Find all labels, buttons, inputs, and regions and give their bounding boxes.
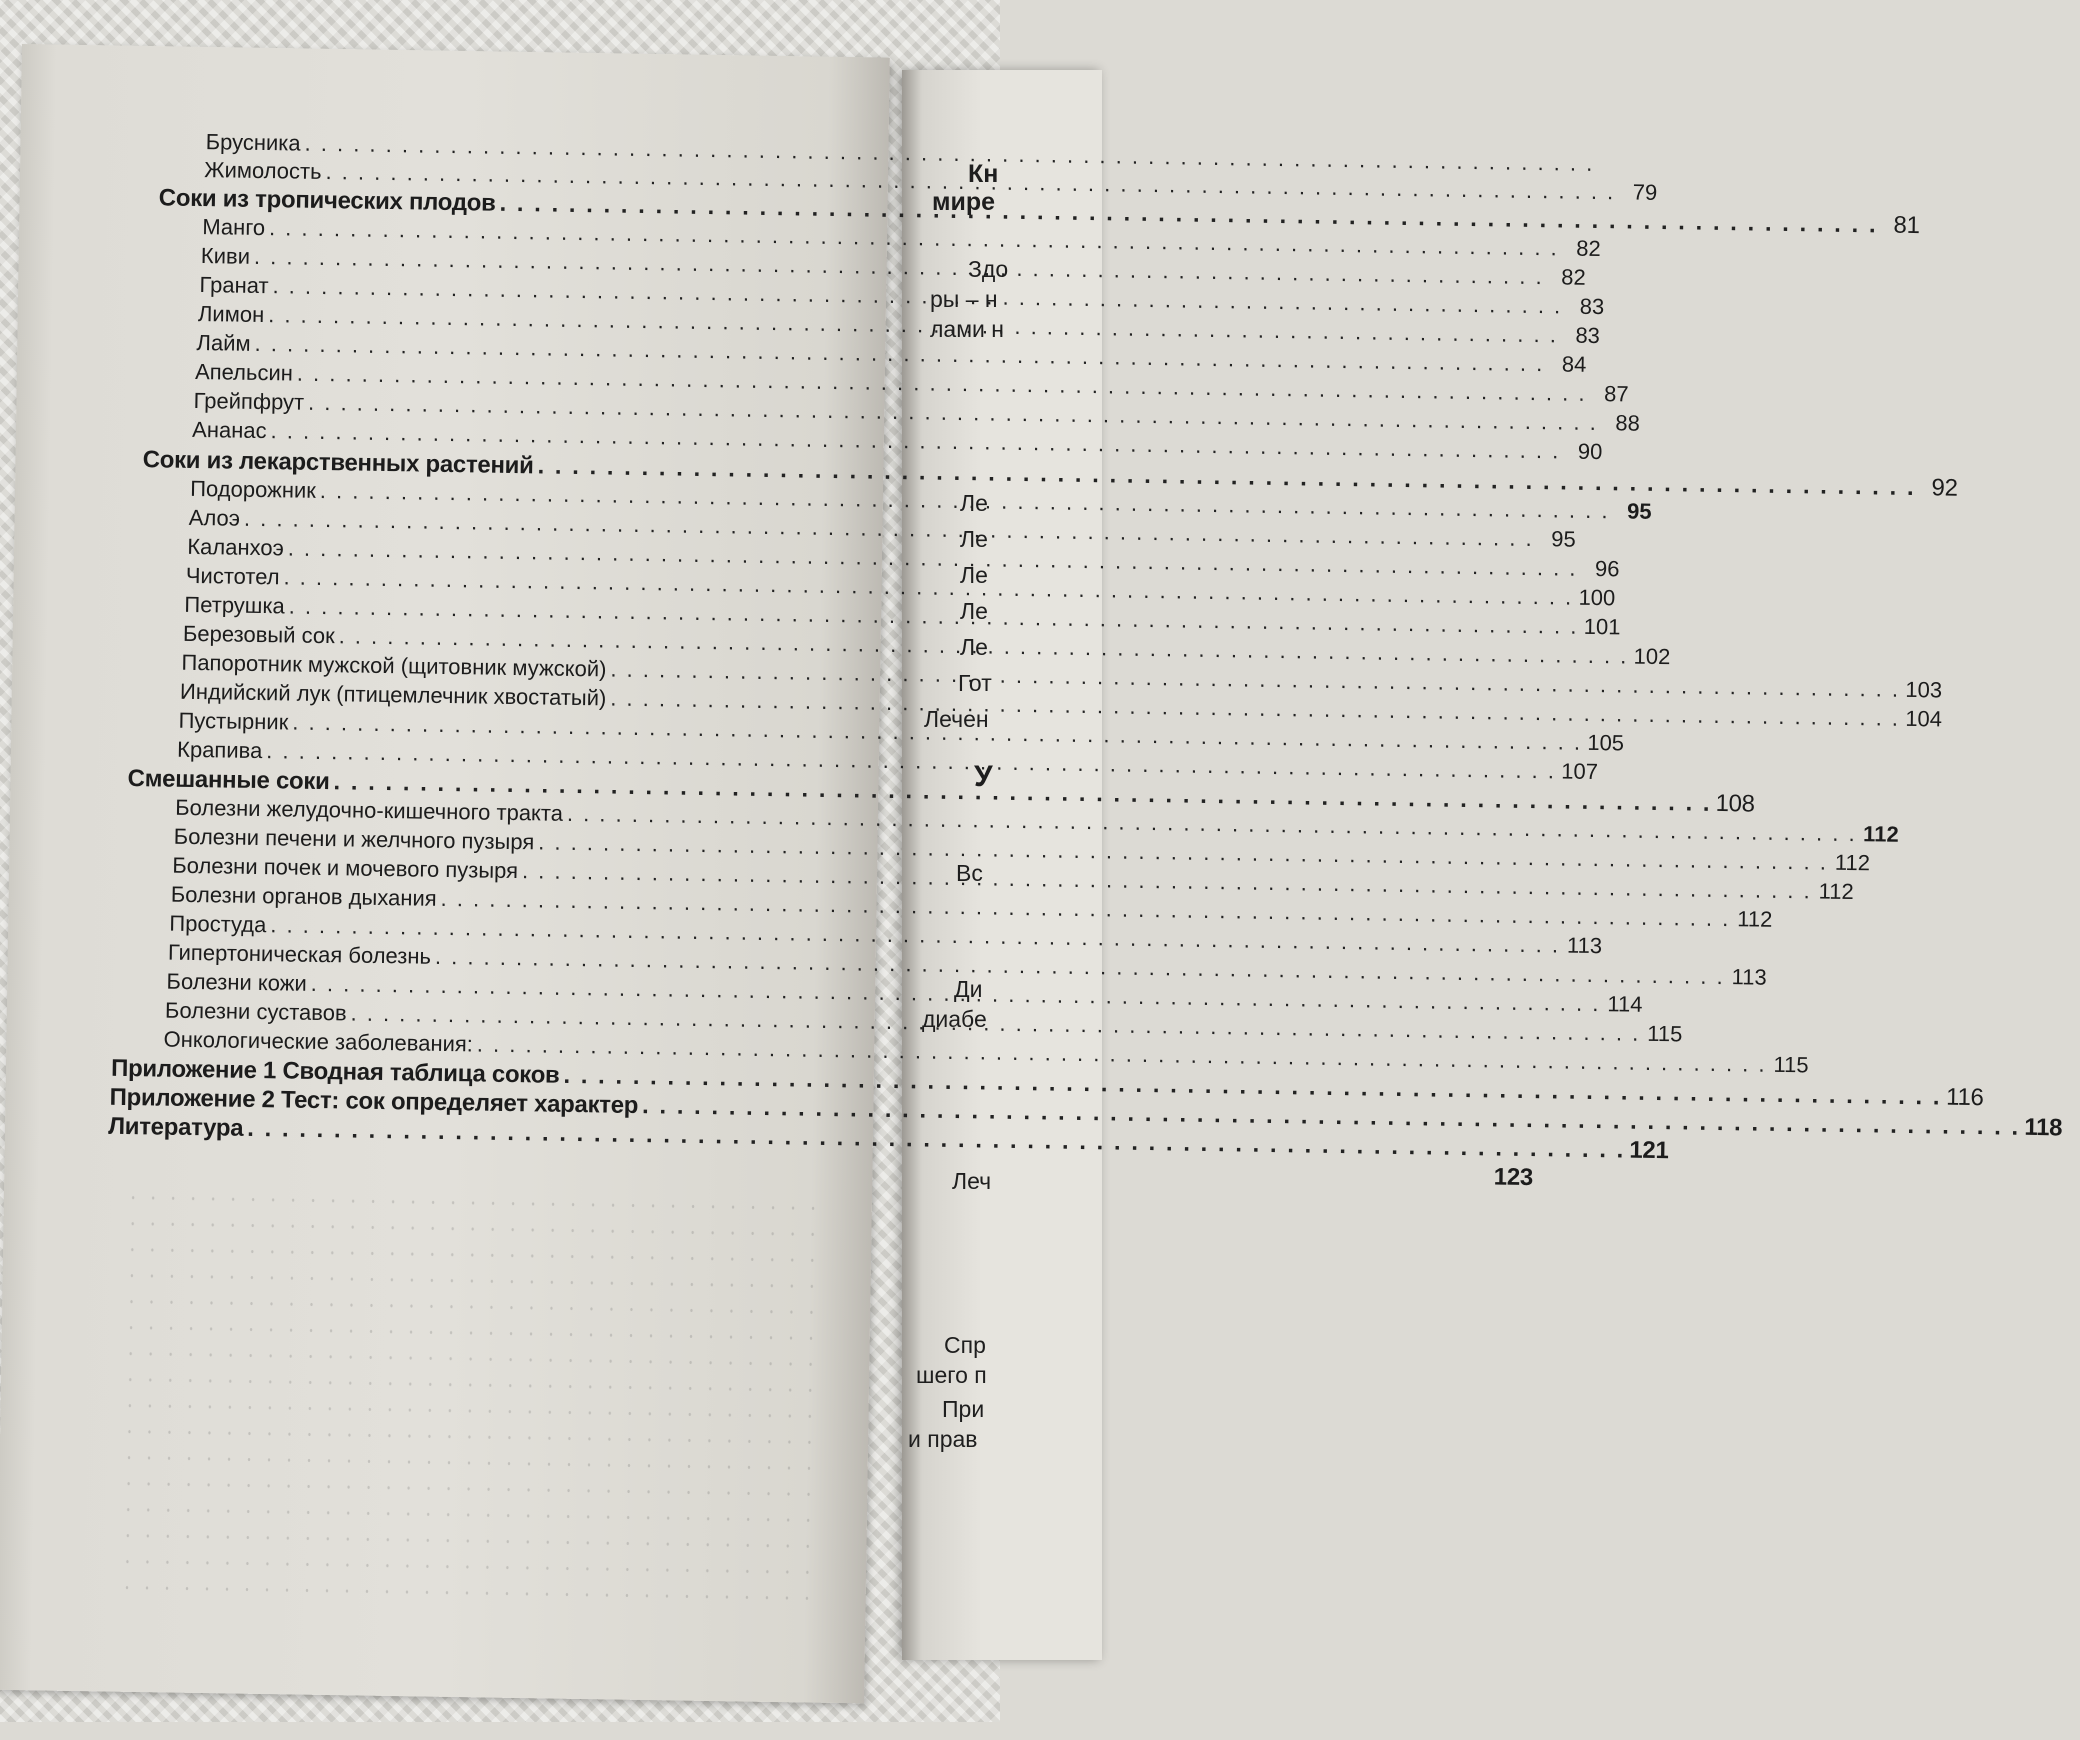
toc-entry-title: Брусника (205, 129, 301, 156)
toc-entry-title: Гранат (199, 272, 269, 299)
toc-entry-page: 113 (1731, 964, 1767, 990)
toc-entry-page: 104 (1905, 705, 1943, 732)
toc-entry-page: 105 (1587, 729, 1625, 756)
toc-entry-title: Грейпфрут (193, 387, 305, 415)
toc-entry-title: Болезни желудочно-кишечного тракта (175, 794, 564, 826)
toc-entry-title: Индийский лук (птицемлечник хвостатый) (179, 678, 607, 711)
right-page-fragment: шего п (916, 1362, 987, 1388)
toc-entry-title: Онкологические заболевания: (163, 1026, 474, 1057)
right-page-fragment: Спр (944, 1332, 986, 1358)
toc-entry-title: Манго (202, 214, 266, 241)
toc-entry-page: 82 (1576, 235, 1601, 262)
toc-entry-title: Крапива (176, 736, 263, 764)
toc-entry-page: 88 (1615, 410, 1641, 436)
right-page-fragment: Ле (960, 562, 988, 588)
toc-entry-page: 115 (1773, 1051, 1809, 1078)
toc-entry-page: 84 (1561, 351, 1587, 377)
toc-section-page: 108 (1715, 789, 1755, 818)
toc-section-page: 121 (1629, 1136, 1669, 1165)
right-page-fragment: При (942, 1396, 985, 1422)
toc-entry-title: Петрушка (184, 591, 285, 619)
right-page-fragment: Вс (956, 860, 983, 886)
toc-entry-title: Лайм (196, 329, 251, 356)
right-page-fragment: Здо (968, 256, 1009, 282)
toc-entry-page: 112 (1737, 906, 1773, 932)
right-page-fragment: ры – н (930, 286, 998, 312)
toc-entry-page: 95 (1551, 526, 1576, 552)
toc-entry-page: 113 (1566, 932, 1603, 959)
right-page-fragment: Ле (960, 634, 988, 660)
toc-entry-page: 103 (1905, 676, 1943, 703)
toc-entry-page: 90 (1577, 438, 1603, 465)
right-page-fragment: мире (932, 188, 996, 216)
right-page-fragment: У (974, 760, 993, 793)
right-page-fragment: Кн (968, 160, 999, 188)
toc-entry-title: Киви (200, 243, 251, 269)
toc-entry-title: Болезни печени и желчного пузыря (173, 823, 535, 855)
toc-section-title: Литература (108, 1112, 244, 1142)
toc-entry-title: Лимон (197, 301, 265, 328)
toc-entry-page: 83 (1575, 322, 1601, 349)
right-page-fragment: и прав (908, 1426, 978, 1452)
toc-entry-page: 114 (1607, 991, 1643, 1017)
toc-entry-title: Болезни кожи (166, 968, 307, 996)
toc-entry-title: Гипертоническая болезнь (167, 939, 432, 969)
toc-entry-title: Апельсин (194, 358, 294, 386)
toc-entry-page: 79 (1632, 179, 1658, 205)
toc-section-page: 81 (1893, 211, 1920, 240)
toc-entry-page: 96 (1594, 555, 1620, 582)
right-page-fragment: Ди (954, 976, 983, 1002)
toc-entry-title: Березовый сок (182, 620, 335, 649)
toc-entry-title: Алоэ (188, 504, 241, 531)
toc-entry-page: 101 (1583, 613, 1621, 640)
toc-entry-page: 95 (1626, 498, 1652, 524)
right-page-fragment: Ле (960, 490, 988, 516)
toc-entry-page: 100 (1578, 584, 1616, 611)
toc-section-page: 116 (1945, 1083, 1984, 1112)
toc-entry-title: Ананас (191, 416, 267, 444)
toc-section-title: Соки из лекарственных растений (142, 446, 534, 480)
toc-section-title: Соки из тропических плодов (158, 184, 496, 217)
toc-entry-title: Папоротник мужской (щитовник мужской) (181, 649, 607, 682)
right-page-fragment: диабе (922, 1006, 987, 1032)
toc-entry-page: 112 (1834, 849, 1871, 876)
right-page-fragment: Гот (958, 670, 992, 696)
toc-entry-title: Жимолость (204, 157, 322, 184)
toc-section-title: Приложение 2 Тест: сок определяет характер (109, 1083, 639, 1120)
toc-entry-page: 112 (1862, 821, 1899, 847)
right-page-fragment: лами н (930, 316, 1004, 342)
toc-section-page: 118 (2024, 1113, 2063, 1142)
toc-entry-title: Чистотел (185, 562, 280, 590)
right-page-fragment: Ле (960, 526, 988, 552)
right-page-fragment: Ле (960, 598, 988, 624)
toc-section-page: 123 (1493, 1163, 1534, 1192)
right-page-fragment: Лечен (924, 706, 989, 732)
toc-entry-title: Подорожник (190, 475, 317, 503)
toc-section-title: Смешанные соки (127, 764, 330, 796)
toc-entry-title: Болезни органов дыхания (170, 881, 437, 911)
toc-entry-page: 102 (1633, 643, 1671, 670)
toc-entry-page: 107 (1561, 758, 1599, 785)
toc-entry-page: 83 (1579, 293, 1605, 320)
toc-section-page: 92 (1931, 474, 1958, 502)
toc-entry-title: Болезни суставов (164, 997, 347, 1026)
right-page-fragment: Леч (952, 1168, 992, 1194)
toc-entry-title: Болезни почек и мочевого пузыря (172, 852, 519, 884)
toc-entry-title: Каланхоэ (187, 533, 285, 561)
toc-entry-page (1598, 171, 1636, 172)
toc-entry-page: 82 (1561, 264, 1586, 290)
toc-entry-title: Пустырник (178, 707, 289, 735)
toc-entry-page: 115 (1647, 1020, 1683, 1047)
toc-entry-title: Простуда (169, 910, 267, 938)
toc-section-title: Приложение 1 Сводная таблица соков (110, 1054, 560, 1089)
toc-entry-page: 87 (1603, 381, 1629, 407)
toc-entry-page: 112 (1818, 878, 1854, 905)
